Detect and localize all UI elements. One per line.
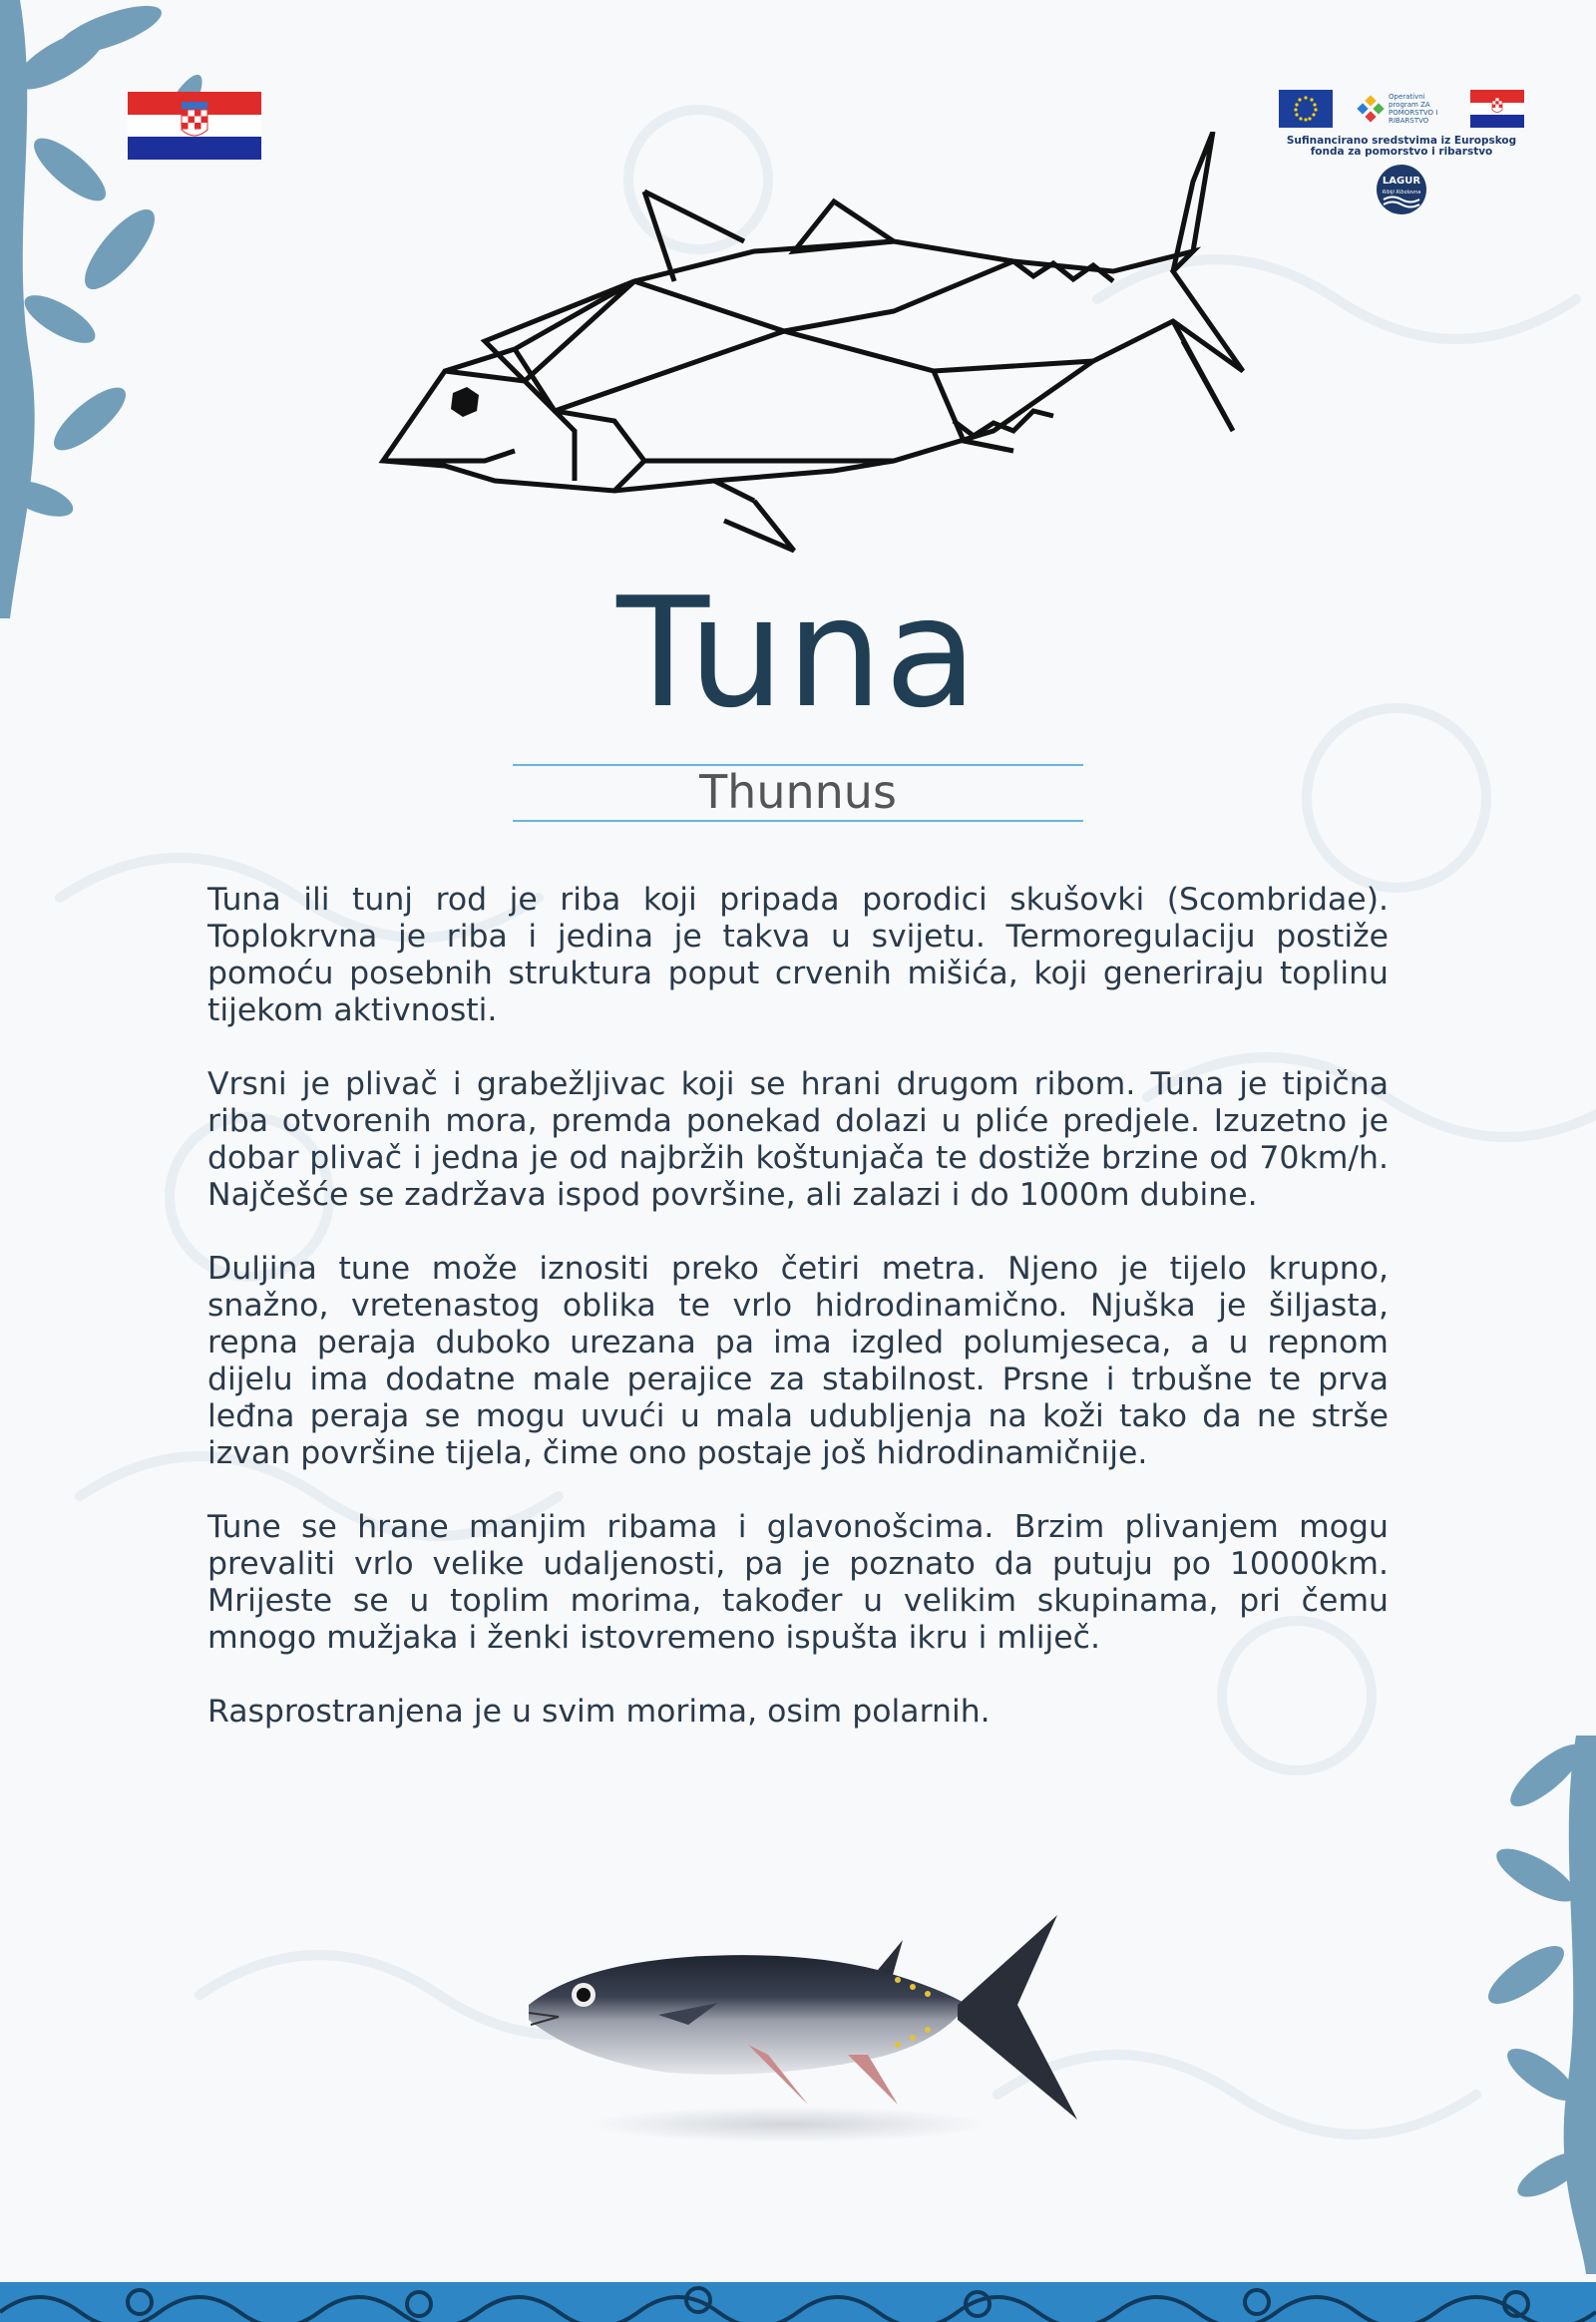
subtitle-bottom-line <box>513 820 1083 822</box>
paragraph-5: Rasprostranjena je u svim morima, osim polarnih. <box>207 1694 991 1730</box>
seaweed-illustration-bottom-right <box>1466 1736 1596 2274</box>
op-program-icon <box>1357 95 1385 123</box>
croatian-flag-icon <box>128 92 261 160</box>
croatian-flag-small-icon <box>1470 90 1524 128</box>
description-text <box>207 882 1389 1767</box>
paragraph-1: Tuna ili tunj rod je riba koji pripada porodici skušovki (Scombridae). Toplokrvna je riba i jedina je takva u svijetu. Termoregulaciju postiže pomoću posebnih struktura poput crvenih mišića, koji generiraju toplinu tijekom aktivnosti. <box>207 882 1389 1028</box>
page-subtitle: Thunnus <box>699 765 897 819</box>
op-program-logo <box>1357 93 1446 125</box>
lagur-logo <box>1376 164 1427 215</box>
lagur-text: LAGUR <box>1382 176 1421 187</box>
tuna-geometric-outline-illustration <box>375 132 1247 563</box>
funding-logos <box>1279 88 1524 227</box>
lagur-subtext: Riblji Ribolovna <box>1382 190 1421 195</box>
page-title: Tuna <box>616 565 980 741</box>
decorative-bottom-band <box>0 2282 1596 2322</box>
cofunding-text: Sufinancirano sredstvima iz Europskog fonda za pomorstvo i ribarstvo <box>1286 135 1517 158</box>
paragraph-4: Tune se hrane manjim ribama i glavonošcima. Brzim plivanjem mogu prevaliti vrlo velike udaljenosti, pa je poznato da putuju po 10000km. Mrijeste se u toplim morima, također u velikim skupinama, pri čemu mnogo mužjaka i ženki istovremeno ispušta ikru i mliječ. <box>207 1509 1389 1656</box>
paragraph-2: Vrsni je plivač i grabežljivac koji se hrani drugom ribom. Tuna je tipična riba otvorenih mora, premda ponekad dolazi u pliće predjele. Izuzetno je dobar plivač i jedna je od najbržih koštunjača te dostiže brzine od 70km/h. Najčešće se zadržava ispod površine, ali zalazi i do 1000m dubine. <box>207 1066 1389 1213</box>
paragraph-3: Duljina tune može iznositi preko četiri metra. Njeno je tijelo krupno, snažno, vretenastog oblika te vrlo hidrodinamično. Njuška je šiljasta, repna peraja duboko urezana pa ima izgled polumjeseca, a u repnom dijelu ima dodatne male perajice za stabilnost. Prsne i trbušne te prva leđna peraja se mogu uvući u mala udubljenja na koži tako da ne strše izvan površine tijela, čime ono postaje još hidrodinamičnije. <box>207 1251 1389 1471</box>
eu-flag-icon <box>1279 90 1333 128</box>
tuna-photo <box>519 1895 1117 2154</box>
op-program-text: Operativni program ZA POMORSTVO I RIBARSTVO <box>1389 93 1438 125</box>
